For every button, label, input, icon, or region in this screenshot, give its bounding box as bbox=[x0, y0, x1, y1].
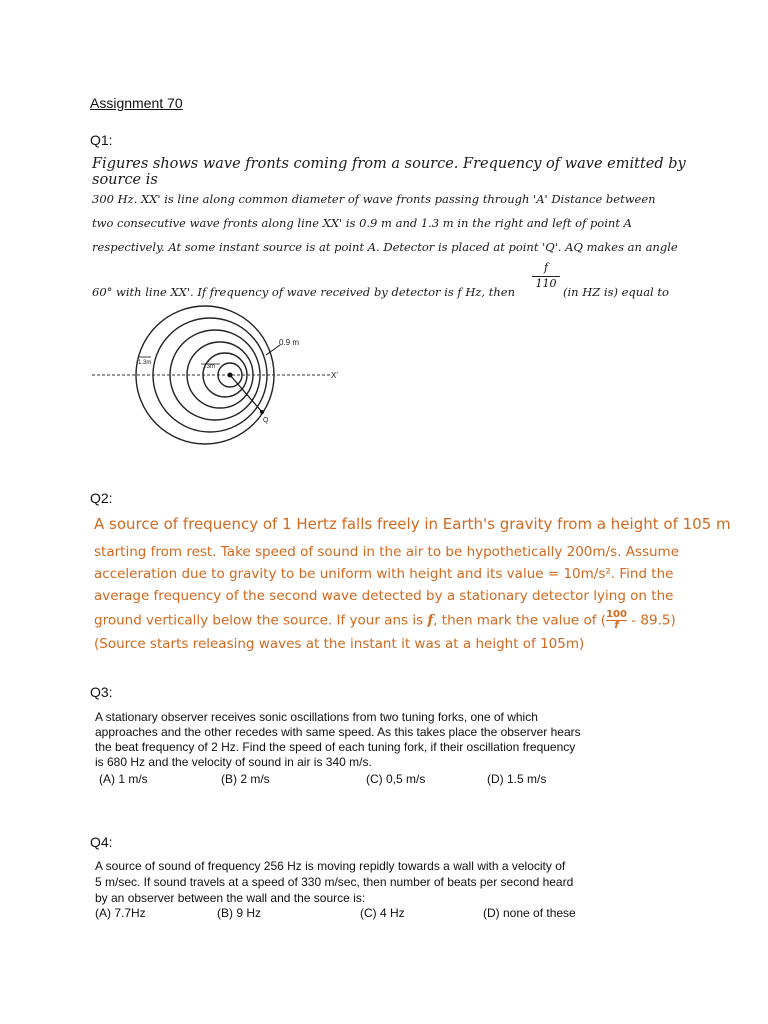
q3-label: Q3: bbox=[90, 684, 113, 700]
q2-fraction-denominator: f bbox=[606, 620, 627, 631]
q1-fraction-denominator: 110 bbox=[532, 276, 560, 290]
q1-line-5a: 60° with line XX'. If frequency of wave received by detector is f Hz, then bbox=[92, 285, 515, 299]
q3-line-3: the beat frequency of 2 Hz. Find the speed of each tuning fork, if their oscillation frequency bbox=[95, 740, 576, 754]
q4-option-d: (D) none of these bbox=[483, 906, 576, 920]
q2-f-symbol: f bbox=[427, 612, 434, 629]
q2-fraction bbox=[606, 610, 627, 631]
q1-fraction-numerator: f bbox=[543, 261, 549, 274]
q3-line-1: A stationary observer receives sonic oscillations from two tuning forks, one of which bbox=[95, 710, 538, 724]
q1-line-3: two consecutive wave fronts along line XX' is 0.9 m and 1.3 m in the right and left of point A bbox=[92, 216, 632, 230]
q4-line-2: 5 m/sec. If sound travels at a speed of 330 m/sec, then number of beats per second heard bbox=[95, 875, 574, 889]
q1-line-2: 300 Hz. XX' is line along common diameter of wave fronts passing through 'A' Distance between bbox=[92, 192, 656, 206]
q4-line-1: A source of sound of frequency 256 Hz is moving repidly towards a wall with a velocity of bbox=[95, 859, 566, 873]
point-q bbox=[260, 410, 264, 414]
figure-label-left: 1.3m bbox=[138, 360, 152, 366]
q3-line-4: is 680 Hz and the velocity of sound in air is 340 m/s. bbox=[95, 755, 372, 769]
q4-option-a: (A) 7.7Hz bbox=[95, 906, 146, 920]
q3-option-c: (C) 0,5 m/s bbox=[366, 772, 426, 786]
q2-line-5 bbox=[94, 610, 676, 631]
q3-option-d: (D) 1.5 m/s bbox=[487, 772, 547, 786]
q1-line-5b: (in HZ is) equal to bbox=[563, 285, 669, 299]
figure-label-x: X' bbox=[331, 371, 338, 380]
q2-label: Q2: bbox=[90, 490, 113, 506]
q3-line-2: approaches and the other recedes with same speed. As this takes place the observer hears bbox=[95, 725, 581, 739]
q2-line-6: (Source starts releasing waves at the instant it was at a height of 105m) bbox=[94, 636, 585, 652]
q2-line-4: average frequency of the second wave detected by a stationary detector lying on the bbox=[94, 588, 674, 604]
q1-label: Q1: bbox=[90, 132, 113, 148]
q4-line-3: by an observer between the wall and the source is: bbox=[95, 891, 366, 905]
page-title: Assignment 70 bbox=[90, 95, 183, 111]
figure-label-right: 0.9 m bbox=[279, 338, 300, 347]
q2-fraction-numerator: 100 bbox=[606, 609, 627, 620]
q3-option-b: (B) 2 m/s bbox=[221, 772, 270, 786]
q2-line-5c: - 89.5) bbox=[626, 612, 676, 629]
q2-line-3: acceleration due to gravity to be uniform with height and its value = 10m/s². Find the bbox=[94, 566, 674, 582]
q4-option-c: (C) 4 Hz bbox=[360, 906, 405, 920]
q4-label: Q4: bbox=[90, 834, 113, 850]
q2-line-5a: ground vertically below the source. If your ans is bbox=[94, 612, 424, 629]
q1-fraction bbox=[532, 261, 560, 290]
figure-label-q: Q bbox=[263, 417, 269, 424]
q3-option-a: (A) 1 m/s bbox=[99, 772, 148, 786]
q1-line-1: Figures shows wave fronts coming from a source. Frequency of wave emitted by source is bbox=[92, 156, 686, 188]
q2-line-5b: , then mark the value of ( bbox=[433, 612, 607, 629]
q2-line-2: starting from rest. Take speed of sound in the air to be hypothetically 200m/s. Assume bbox=[94, 544, 680, 560]
wavefront-figure bbox=[88, 300, 358, 460]
figure-label-inner: .3m bbox=[205, 364, 216, 370]
q1-line-4: respectively. At some instant source is at point A. Detector is placed at point 'Q'. AQ makes an angle bbox=[92, 240, 678, 254]
q4-option-b: (B) 9 Hz bbox=[217, 906, 262, 920]
q2-line-1: A source of frequency of 1 Hertz falls freely in Earth's gravity from a height of 105 m bbox=[94, 515, 731, 533]
